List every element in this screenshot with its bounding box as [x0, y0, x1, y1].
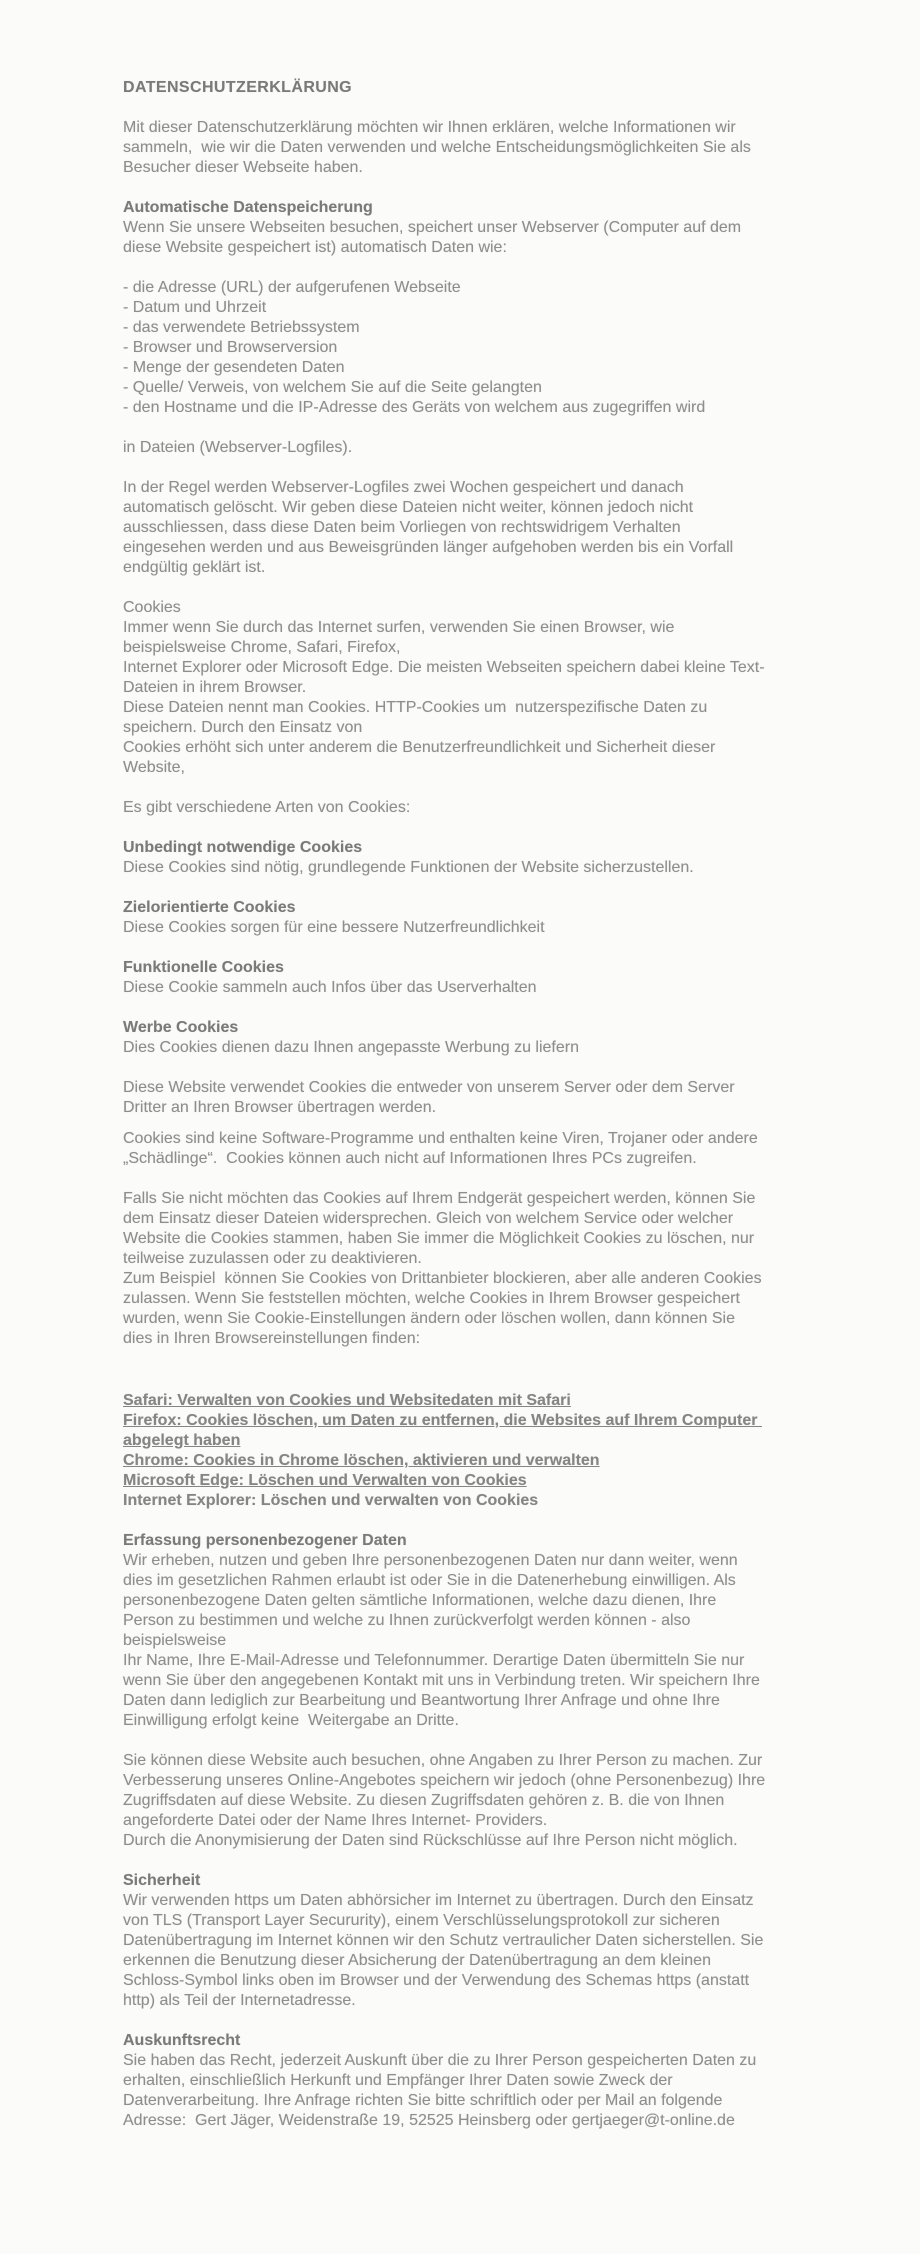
- text-line: Diese Website verwendet Cookies die entweder von unserem Server oder dem Server: [123, 1079, 735, 1096]
- functional-cookies-description: [123, 978, 880, 998]
- link-safari-cookies[interactable]: Safari: Verwalten von Cookies und Websitedaten mit Safari: [123, 1392, 571, 1409]
- strictly-necessary-cookies-description: [123, 858, 880, 878]
- text-line: speichern. Durch den Einsatz von: [123, 719, 363, 736]
- text-line: erkennen die Benutzung dieser Absicherung der Datenübertragung an dem kleinen: [123, 1952, 711, 1969]
- text-line: Es gibt verschiedene Arten von Cookies:: [123, 799, 411, 816]
- list-item: - die Adresse (URL) der aufgerufenen Webseite: [123, 279, 461, 296]
- text-line: dem Einsatz dieser Dateien widersprechen. Gleich von welchem Service oder welcher: [123, 1210, 734, 1227]
- text-line: wurden, wenn Sie Cookie-Einstellungen ändern oder löschen wollen, dann können Sie: [123, 1310, 735, 1327]
- text-line: Mit dieser Datenschutzerklärung möchten wir Ihnen erklären, welche Informationen wir: [123, 119, 736, 136]
- right-of-information-paragraph: [123, 2051, 880, 2131]
- link-firefox-cookies[interactable]: abgelegt haben: [123, 1432, 241, 1449]
- text-line: Wir erheben, nutzen und geben Ihre personenbezogenen Daten nur dann weiter, wenn: [123, 1552, 738, 1569]
- heading-automatic-data-storage: [123, 198, 880, 218]
- text-line: Wenn Sie unsere Webseiten besuchen, speichert unser Webserver (Computer auf dem: [123, 219, 742, 236]
- text-line: Diese Cookies sind nötig, grundlegende Funktionen der Website sicherzustellen.: [123, 859, 694, 876]
- heading-right-of-information: [123, 2031, 880, 2051]
- cookie-types-lead: [123, 798, 880, 818]
- cookies-intro-paragraph: [123, 598, 880, 778]
- text-line: Zum Beispiel können Sie Cookies von Drittanbieter blockieren, aber alle anderen Cookies: [123, 1270, 762, 1287]
- text-line: personenbezogene Daten gelten sämtliche Informationen, welche dazu dienen, Ihre: [123, 1592, 717, 1609]
- link-firefox-cookies[interactable]: Firefox: Cookies löschen, um Daten zu entfernen, die Websites auf Ihrem Computer: [123, 1412, 762, 1429]
- heading-automatic-data-storage-label: Automatische Datenspeicherung: [123, 199, 373, 216]
- text-line: Daten dann lediglich zur Bearbeitung und Beantwortung Ihrer Anfrage und ohne Ihre: [123, 1692, 720, 1709]
- text-line: Schloss-Symbol links oben im Browser und der Verwendung des Schemas https (anstatt: [123, 1972, 750, 1989]
- text-line: ausschliessen, dass diese Daten beim Vorliegen von rechtswidrigem Verhalten: [123, 519, 681, 536]
- text-line: endgültig geklärt ist.: [123, 559, 266, 576]
- list-item: - Quelle/ Verweis, von welchem Sie auf die Seite gelangten: [123, 379, 542, 396]
- text-line: teilweise zuzulassen oder zu deaktivieren.: [123, 1250, 422, 1267]
- automatic-data-storage-paragraph: [123, 218, 880, 258]
- text-line: Falls Sie nicht möchten das Cookies auf Ihrem Endgerät gespeichert werden, können Sie: [123, 1190, 756, 1207]
- heading-personal-data: [123, 1531, 880, 1551]
- text-line: Website die Cookies stammen, haben Sie immer die Möglichkeit Cookies zu löschen, nur: [123, 1230, 755, 1247]
- list-item: - Browser und Browserversion: [123, 339, 338, 356]
- text-line: zulassen. Wenn Sie feststellen möchten, welche Cookies in Ihrem Browser gespeichert: [123, 1290, 740, 1307]
- text-line: Diese Cookie sammeln auch Infos über das Userverhalten: [123, 979, 537, 996]
- text-line: Besucher dieser Webseite haben.: [123, 159, 363, 176]
- targeting-cookies-description: [123, 918, 880, 938]
- intro-paragraph: [123, 118, 880, 178]
- text-line: dies im gesetzlichen Rahmen erlaubt ist oder Sie in die Datenerhebung einwilligen. Als: [123, 1572, 736, 1589]
- list-item: - das verwendete Betriebssystem: [123, 319, 360, 336]
- heading-personal-data-label: Erfassung personenbezogener Daten: [123, 1532, 407, 1549]
- text-line: Einwilligung erfolgt keine Weitergabe an Dritte.: [123, 1712, 459, 1729]
- text-line: von TLS (Transport Layer Secururity), einem Verschlüsselungsprotokoll zur sicheren: [123, 1912, 720, 1929]
- cookies-optout-paragraph: [123, 1189, 880, 1349]
- list-item: - Menge der gesendeten Daten: [123, 359, 345, 376]
- text-line: wenn Sie über den angegebenen Kontakt mit uns in Verbindung treten. Wir speichern Ihre: [123, 1672, 760, 1689]
- cookies-harmless-paragraph: [123, 1129, 880, 1169]
- text-line: Diese Cookies sorgen für eine bessere Nutzerfreundlichkeit: [123, 919, 545, 936]
- logfiles-retention-paragraph: [123, 478, 880, 578]
- text-line: Immer wenn Sie durch das Internet surfen, verwenden Sie einen Browser, wie: [123, 619, 675, 636]
- text-line: erhalten, einschließlich Herkunft und Empfänger Ihrer Daten sowie Zweck der: [123, 2072, 673, 2089]
- text-line: Internet Explorer oder Microsoft Edge. Die meisten Webseiten speichern dabei kleine Text-: [123, 659, 765, 676]
- text-line: Person zu bestimmen und welche zu Ihnen zurückverfolgt werden können - also: [123, 1612, 691, 1629]
- list-item: - Datum und Uhrzeit: [123, 299, 267, 316]
- text-line: Sie haben das Recht, jederzeit Auskunft über die zu Ihrer Person gespeicherten Daten zu: [123, 2052, 757, 2069]
- link-edge-cookies[interactable]: Microsoft Edge: Löschen und Verwalten von Cookies: [123, 1472, 527, 1489]
- text-line: Datenverarbeitung. Ihre Anfrage richten Sie bitte schriftlich oder per Mail an folgende: [123, 2092, 723, 2109]
- text-line: Zugriffsdaten auf diese Website. Zu diesen Zugriffsdaten gehören z. B. die von Ihnen: [123, 1792, 725, 1809]
- text-line: Sie können diese Website auch besuchen, ohne Angaben zu Ihrer Person zu machen. Zur: [123, 1752, 763, 1769]
- text-line: „Schädlinge“. Cookies können auch nicht auf Informationen Ihres PCs zugreifen.: [123, 1150, 697, 1167]
- text-line: Dritter an Ihren Browser übertragen werden.: [123, 1099, 437, 1116]
- heading-security: [123, 1871, 880, 1891]
- link-chrome-cookies[interactable]: Chrome: Cookies in Chrome löschen, aktivieren und verwalten: [123, 1452, 600, 1469]
- text-line: In der Regel werden Webserver-Logfiles zwei Wochen gespeichert und danach: [123, 479, 684, 496]
- personal-data-paragraph: [123, 1551, 880, 1731]
- text-line: eingesehen werden und aus Beweisgründen länger aufgehoben werden bis ein Vorfall: [123, 539, 734, 556]
- text-line: diese Website gespeichert ist) automatisch Daten wie:: [123, 239, 507, 256]
- text-line: Adresse: Gert Jäger, Weidenstraße 19, 52525 Heinsberg oder gertjaeger@t-online.de: [123, 2112, 735, 2129]
- page-title: DATENSCHUTZERKLÄRUNG: [123, 79, 353, 96]
- text-line: Durch die Anonymisierung der Daten sind Rückschlüsse auf Ihre Person nicht möglich.: [123, 1832, 738, 1849]
- heading-right-of-information-label: Auskunftsrecht: [123, 2032, 241, 2049]
- text-line: Dies Cookies dienen dazu Ihnen angepasste Werbung zu liefern: [123, 1039, 579, 1056]
- text-line: Diese Dateien nennt man Cookies. HTTP-Cookies um nutzerspezifische Daten zu: [123, 699, 708, 716]
- heading-strictly-necessary-cookies: [123, 838, 880, 858]
- text-line: angeforderte Datei oder der Name Ihres Internet- Providers.: [123, 1812, 548, 1829]
- advertising-cookies-description: [123, 1038, 880, 1058]
- text-line: Cookies erhöht sich unter anderem die Benutzerfreundlichkeit und Sicherheit dieser: [123, 739, 716, 756]
- list-item: - den Hostname und die IP-Adresse des Geräts von welchem aus zugegriffen wird: [123, 399, 706, 416]
- text-line: Verbesserung unseres Online-Angebotes speichern wir jedoch (ohne Personenbezug) Ihre: [123, 1772, 766, 1789]
- logged-data-list: [123, 278, 880, 418]
- text-line: Datenübertragung im Internet können wir den Schutz vertraulicher Daten sicherstellen. Sie: [123, 1932, 764, 1949]
- heading-advertising-cookies-label: Werbe Cookies: [123, 1019, 239, 1036]
- text-line: Ihr Name, Ihre E-Mail-Adresse und Telefonnummer. Derartige Daten übermitteln Sie nur: [123, 1652, 745, 1669]
- text-line: beispielsweise: [123, 1632, 227, 1649]
- access-data-paragraph: [123, 1751, 880, 1851]
- text-line: Dateien in ihrem Browser.: [123, 679, 307, 696]
- text-line: automatisch gelöscht. Wir geben diese Dateien nicht weiter, können jedoch nicht: [123, 499, 694, 516]
- heading-strictly-necessary-cookies-label: Unbedingt notwendige Cookies: [123, 839, 363, 856]
- cookies-origin-paragraph: [123, 1078, 880, 1118]
- browser-cookie-links: [123, 1391, 880, 1511]
- text-line: Wir verwenden https um Daten abhörsicher im Internet zu übertragen. Durch den Einsatz: [123, 1892, 754, 1909]
- logfiles-note: [123, 438, 880, 458]
- heading-advertising-cookies: [123, 1018, 880, 1038]
- heading-targeting-cookies: [123, 898, 880, 918]
- text-line: Cookies: [123, 599, 181, 616]
- heading-security-label: Sicherheit: [123, 1872, 201, 1889]
- document-body: [123, 118, 880, 2131]
- text-line: Cookies sind keine Software-Programme und enthalten keine Viren, Trojaner oder andere: [123, 1130, 758, 1147]
- text-line: http) als Teil der Internetadresse.: [123, 1992, 356, 2009]
- heading-functional-cookies: [123, 958, 880, 978]
- text-line: beispielsweise Chrome, Safari, Firefox,: [123, 639, 401, 656]
- text-line: in Dateien (Webserver-Logfiles).: [123, 439, 353, 456]
- text-line: sammeln, wie wir die Daten verwenden und welche Entscheidungsmöglichkeiten Sie als: [123, 139, 751, 156]
- security-paragraph: [123, 1891, 880, 2011]
- link-ie-cookies: Internet Explorer: Löschen und verwalten von Cookies: [123, 1492, 539, 1509]
- text-line: Website,: [123, 759, 185, 776]
- heading-targeting-cookies-label: Zielorientierte Cookies: [123, 899, 296, 916]
- heading-functional-cookies-label: Funktionelle Cookies: [123, 959, 284, 976]
- text-line: dies in Ihren Browsereinstellungen finden:: [123, 1330, 421, 1347]
